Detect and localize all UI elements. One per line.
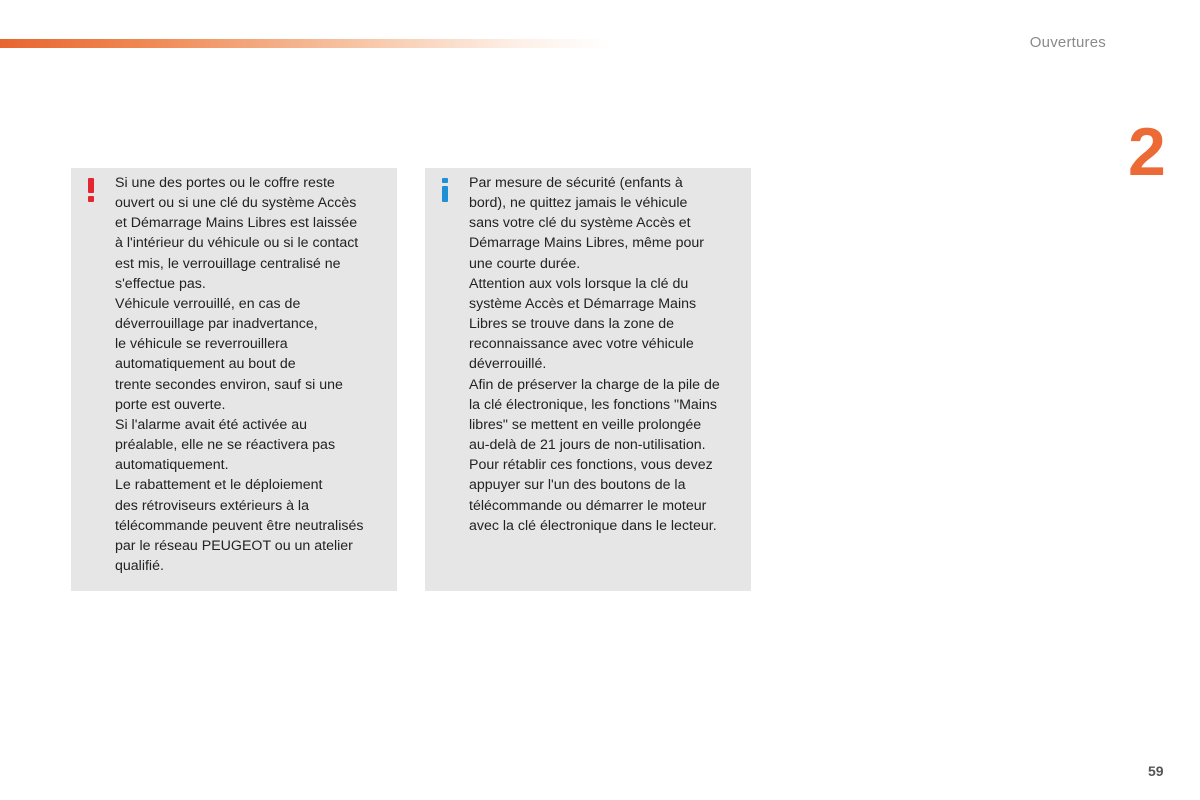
warning-paragraph: Si l'alarme avait été activée au préalable, elle ne se réactivera pas automatiquement. <box>115 416 336 474</box>
info-note <box>425 168 751 591</box>
chapter-number: 2 <box>1128 114 1166 190</box>
warning-paragraph: Si une des portes ou le coffre reste ouvert ou si une clé du système Accès et Démarrage Mains Libres est laissée à l'intérieur du véhicule ou si le contact est mis, le verrouillage centralisé ne s'effectue pas. <box>115 175 359 292</box>
info-note-text <box>469 173 754 536</box>
exclamation-icon <box>83 174 99 204</box>
warning-note-text <box>115 173 400 576</box>
info-paragraph: Pour rétablir ces fonctions, vous devez appuyer sur l'un des boutons de la télécommande ou démarrer le moteur avec la clé électronique dans le lecteur. <box>469 457 717 534</box>
warning-note <box>71 168 397 591</box>
info-paragraph: Afin de préserver la charge de la pile de la clé électronique, les fonctions "Mains libres" se mettent en veille prolongée au-delà de 21 jours de non-utilisation. <box>469 376 720 454</box>
page-number: 59 <box>1148 763 1164 779</box>
info-paragraph: Attention aux vols lorsque la clé du système Accès et Démarrage Mains Libres se trouve dans la zone de reconnaissance avec votre véhicule déverrouillé. <box>469 275 697 373</box>
header-accent-bar <box>0 39 610 48</box>
info-icon <box>437 174 453 204</box>
info-paragraph: Par mesure de sécurité (enfants à bord), ne quittez jamais le véhicule sans votre clé du système Accès et Démarrage Mains Libres, même pour une courte durée. <box>469 175 704 272</box>
warning-paragraph: Véhicule verrouillé, en cas de déverrouillage par inadvertance, le véhicule se reverrouillera automatiquement au bout de trente secondes environ, sauf si une porte est ouverte. <box>115 295 343 413</box>
section-title: Ouvertures <box>1029 34 1106 51</box>
warning-paragraph: Le rabattement et le déploiement des rétroviseurs extérieurs à la télécommande peuvent être neutralisés par le réseau PEUGEOT ou un atelier qualifié. <box>115 477 364 574</box>
